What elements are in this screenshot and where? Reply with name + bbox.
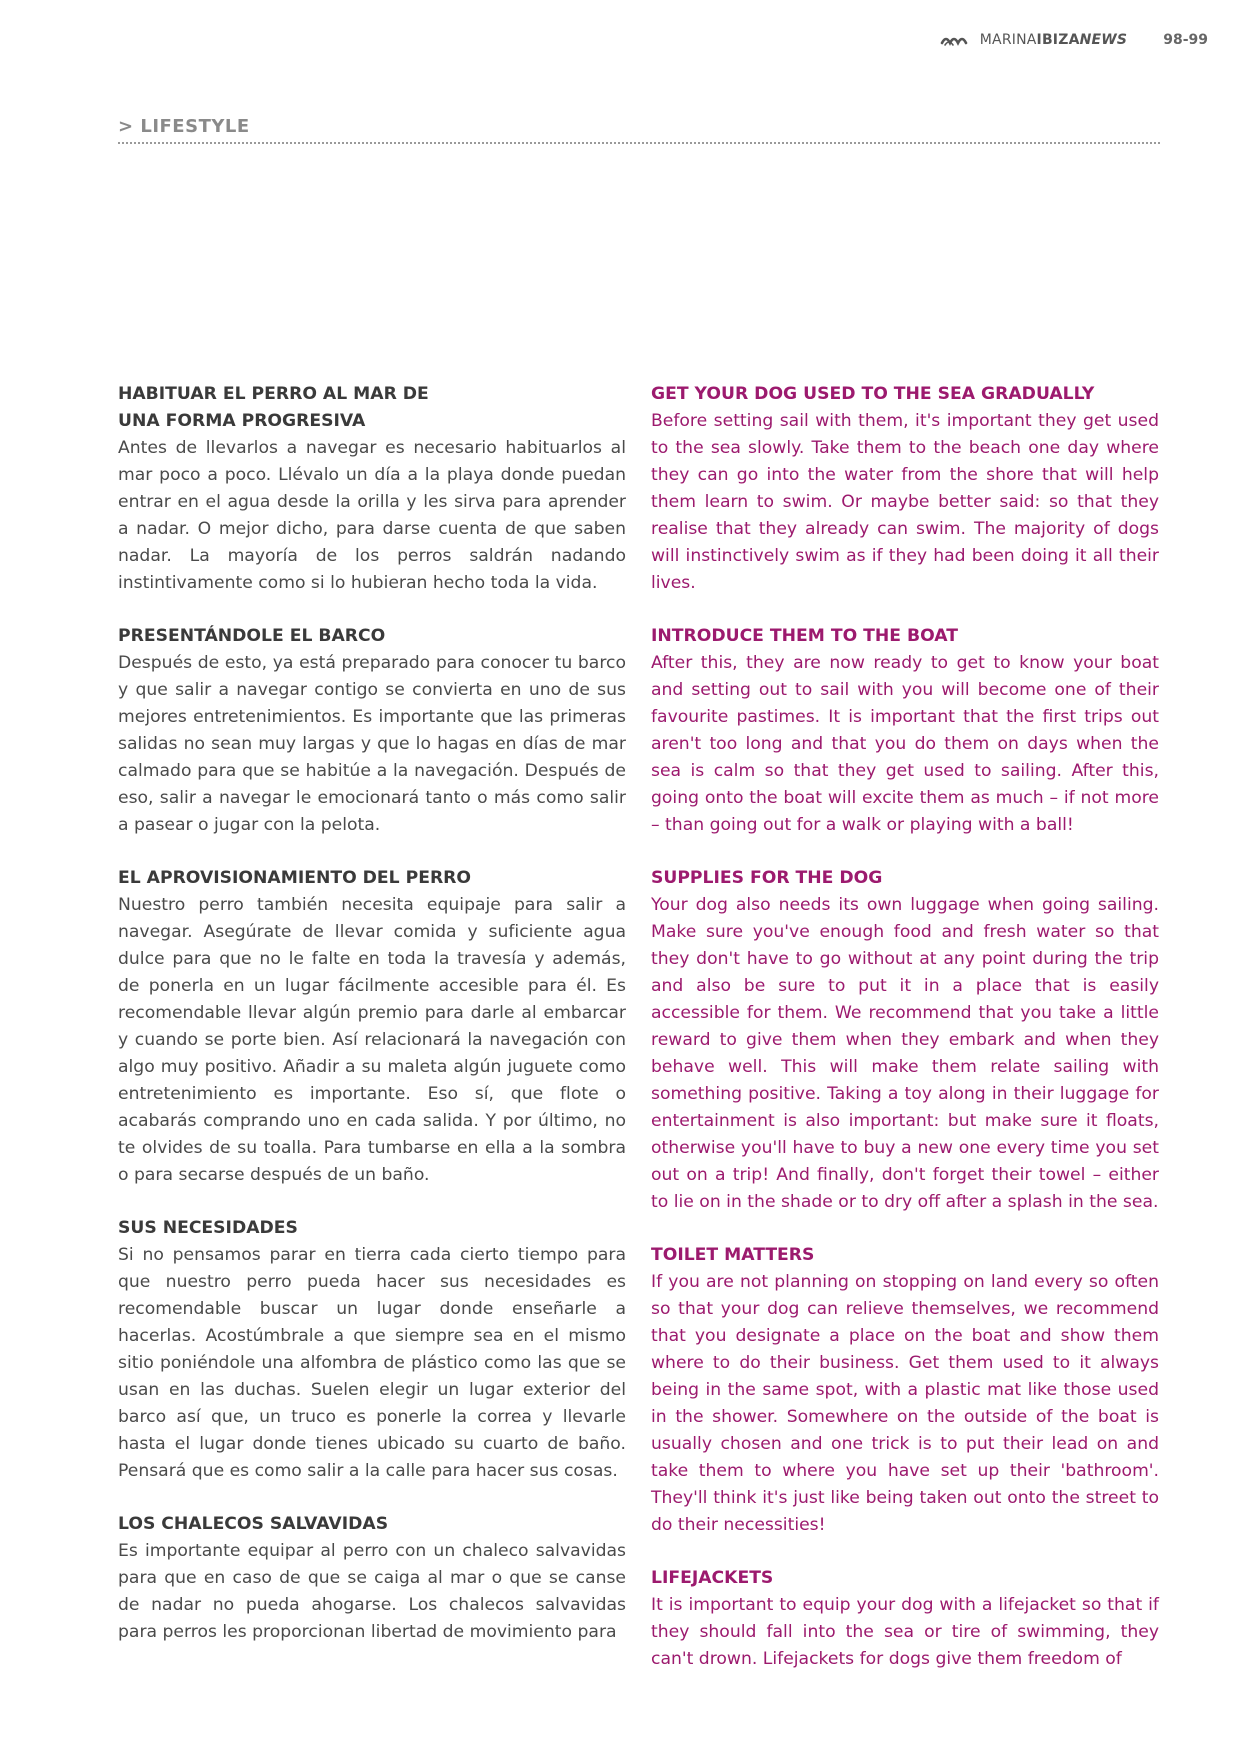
section-heading xyxy=(118,623,626,650)
article-section xyxy=(651,865,1159,1216)
article-section xyxy=(651,381,1159,597)
section-body: It is important to equip your dog with a lifejacket so that if they should fall into the sea or tire of swimming, they can't drown. Lifejackets for dogs give them freedom of xyxy=(651,1595,1159,1669)
article-section xyxy=(118,1215,626,1485)
section-label: > LIFESTYLE xyxy=(118,116,250,137)
section-heading-line: LIFEJACKETS xyxy=(651,1568,774,1588)
section-body: If you are not planning on stopping on land every so often so that your dog can relieve themselves, we recommend that you designate a place on the boat and show them where to do their business. Get them used to it always being in the same spot, with a plastic mat like those used in the shower. Somewhere on the outside of the boat is usually chosen and one trick is to put their lead on and take them to where you have set up their 'bathroom'. They'll think it's just like being taken out onto the street to do their necessities! xyxy=(651,1272,1159,1535)
section-heading-line: UNA FORMA PROGRESIVA xyxy=(118,411,366,431)
section-body: Después de esto, ya está preparado para conocer tu barco y que salir a navegar contigo se convierta en uno de sus mejores entretenimientos. Es importante que las primeras salidas no sean muy largas y que lo hagas en días de mar calmado para que se habitúe a la navegación. Después de eso, salir a navegar le emocionará tanto o más como salir a pasear o jugar con la pelota. xyxy=(118,653,626,835)
section-heading-line: GET YOUR DOG USED TO THE SEA GRADUALLY xyxy=(651,384,1095,404)
brand-prefix: MARINA xyxy=(979,32,1037,48)
section-heading xyxy=(651,381,1159,408)
section-heading xyxy=(651,1565,1159,1592)
section-heading-line: PRESENTÁNDOLE EL BARCO xyxy=(118,626,386,646)
masthead xyxy=(940,32,1208,48)
section-heading-line: SUPPLIES FOR THE DOG xyxy=(651,868,883,888)
section-heading-line: HABITUAR EL PERRO AL MAR DE xyxy=(118,384,429,404)
section-heading xyxy=(651,1242,1159,1269)
english-column xyxy=(651,381,1159,1699)
brand-name xyxy=(980,32,1127,48)
brand-italic: NEWS xyxy=(1079,32,1128,48)
section-body: Before setting sail with them, it's important they get used to the sea slowly. Take them to the beach one day where they can go into the water from the shore that will help them learn to swim. Or maybe better said: so that they realise that they already can swim. The majority of dogs will instinctively swim as if they had been doing it all their lives. xyxy=(651,411,1159,593)
section-heading xyxy=(118,1215,626,1242)
section-heading-line: LOS CHALECOS SALVAVIDAS xyxy=(118,1514,389,1534)
spanish-column xyxy=(118,381,626,1672)
dotted-divider xyxy=(118,142,1160,144)
section-body: Nuestro perro también necesita equipaje para salir a navegar. Asegúrate de llevar comida y suficiente agua dulce para que no le falte en toda la travesía y además, de ponerla en un lugar fácilmente accesible para él. Es recomendable llevar algún premio para darle al embarcar y cuando se porte bien. Así relacionará la navegación con algo muy positivo. Añadir a su maleta algún juguete como entretenimiento es importante. Eso sí, que flote o acabarás comprando uno en cada salida. Y por último, no te olvides de su toalla. Para tumbarse en ella a la sombra o para secarse después de un baño. xyxy=(118,895,626,1185)
article-section xyxy=(651,1242,1159,1539)
section-heading xyxy=(651,865,1159,892)
section-heading xyxy=(118,381,626,435)
article-section xyxy=(118,623,626,839)
section-heading-line: SUS NECESIDADES xyxy=(118,1218,298,1238)
section-heading-line: EL APROVISIONAMIENTO DEL PERRO xyxy=(118,868,472,888)
section-body: Si no pensamos parar en tierra cada cierto tiempo para que nuestro perro pueda hacer sus necesidades es recomendable buscar un lugar donde enseñarle a hacerlas. Acostúmbrale a que siempre sea en el mismo sitio poniéndole una alfombra de plástico como las que se usan en las duchas. Suelen elegir un lugar exterior del barco así que, un truco es ponerle la correa y llevarle hasta el lugar donde tienes ubicado su cuarto de baño. Pensará que es como salir a la calle para hacer sus cosas. xyxy=(118,1245,626,1481)
brand-bold: IBIZA xyxy=(1036,32,1080,48)
section-heading-line: INTRODUCE THEM TO THE BOAT xyxy=(651,626,958,646)
article-section xyxy=(118,865,626,1189)
article-section xyxy=(118,1511,626,1646)
article-section xyxy=(651,623,1159,839)
section-heading-line: TOILET MATTERS xyxy=(651,1245,815,1265)
section-heading xyxy=(118,865,626,892)
section-body: Your dog also needs its own luggage when going sailing. Make sure you've enough food and fresh water so that they don't have to go without at any point during the trip and also be sure to put it in a place that is easily accessible for them. We recommend that you take a little reward to give them when they embark and when they behave well. This will make them relate sailing with something positive. Taking a toy along in their luggage for entertainment is also important: but make sure it floats, otherwise you'll have to buy a new one every time you set out on a trip! And finally, don't forget their towel – either to lie on in the shade or to dry off after a splash in the sea. xyxy=(651,895,1159,1212)
section-body: Antes de llevarlos a navegar es necesario habituarlos al mar poco a poco. Llévalo un día a la playa donde puedan entrar en el agua desde la orilla y les sirva para aprender a nadar. O mejor dicho, para darse cuenta de que saben nadar. La mayoría de los perros saldrán nadando instintivamente como si lo hubieran hecho toda la vida. xyxy=(118,438,626,593)
section-heading xyxy=(651,623,1159,650)
marina-ibiza-logo-icon xyxy=(940,33,970,47)
section-body: Es importante equipar al perro con un chaleco salvavidas para que en caso de que se caiga al mar o que se canse de nadar no pueda ahogarse. Los chalecos salvavidas para perros les proporcionan libertad de movimiento para xyxy=(118,1541,626,1642)
article-section xyxy=(118,381,626,597)
page-numbers: 98-99 xyxy=(1163,32,1208,48)
section-heading xyxy=(118,1511,626,1538)
article-section xyxy=(651,1565,1159,1673)
section-body: After this, they are now ready to get to know your boat and setting out to sail with you will become one of their favourite pastimes. It is important that the first trips out aren't too long and that you do them on days when the sea is calm so that they get used to sailing. After this, going onto the boat will excite them as much – if not more – than going out for a walk or playing with a ball! xyxy=(651,653,1159,835)
